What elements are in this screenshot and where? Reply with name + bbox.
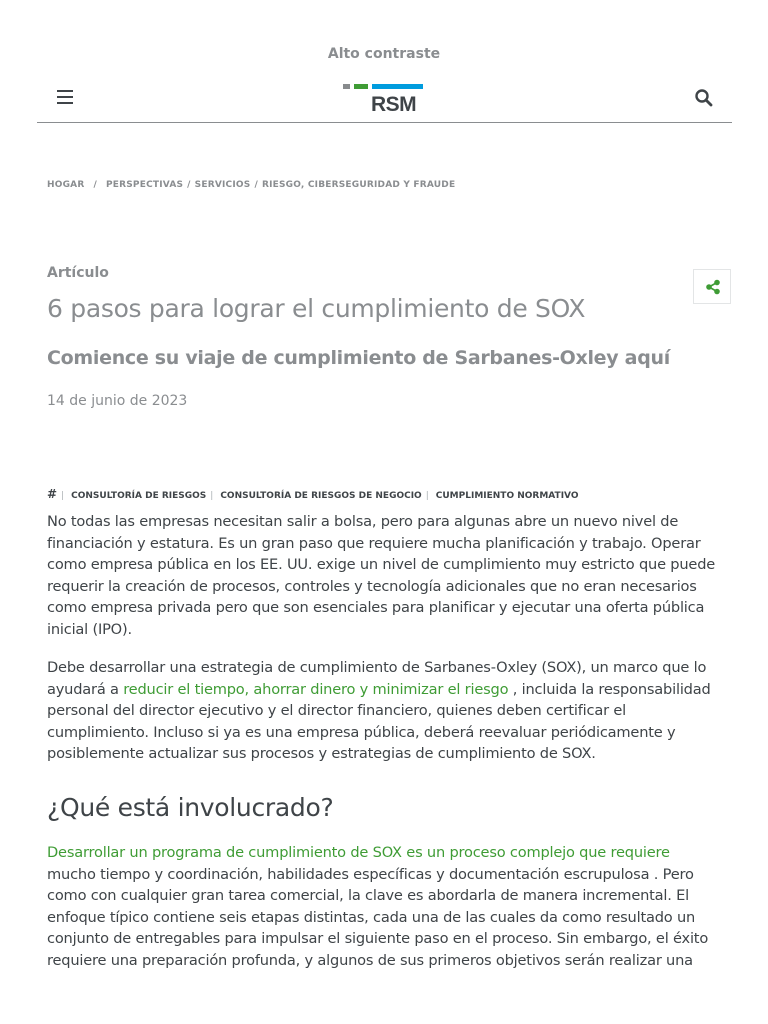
search-icon[interactable] [694,88,714,108]
logo-bar-green [354,84,368,89]
breadcrumb-home[interactable]: HOGAR [47,180,85,190]
p2-text-after: , incluida la responsabilidad personal del director ejecutivo y el director financiero, quienes deben certificar el cumplimiento. Incluso si ya es una empresa pública, deberá reevaluar periódicamente y posiblemente actualizar sus procesos y estrategias de cumplimiento de SOX. [47,680,711,762]
body-paragraph-1: No todas las empresas necesitan salir a bolsa, pero para algunas abre un nuevo nivel de financiación y estatura. Es un gran paso que requiere mucha planificación y trabajo. Operar como empresa pública en los EE. UU. exige un nivel de cumplimiento muy estricto que puede requerir la creación de procesos, controles y tecnología adicionales que no eran necesarios como empresa privada pero que son esenciales para planificar y ejecutar una oferta pública inicial (IPO). [47,513,716,638]
section-heading: ¿Qué está involucrado? [47,793,334,822]
p3-text-after: mucho tiempo y coordinación, habilidades específicas y documentación escrupulosa . Pero como con cualquier gran tarea comercial, la clave es abordarla de manera incremental. El enfoque típico contiene seis etapas distintas, cada una de las cuales da como resultado un conjunto de entregables para impulsar el siguiente paso en el proceso. Sin embargo, el éxito requiere una preparación profunda, y algunos de sus primeros objetivos serán realizar una [47,865,709,969]
logo-bar-gray [343,84,350,89]
high-contrast-toggle[interactable]: Alto contraste [327,46,441,62]
logo-bar-blue [372,84,423,89]
breadcrumb: HOGAR / PERSPECTIVAS / SERVICIOS / RIESGO, CIBERSEGURIDAD Y FRAUDE [47,180,456,190]
page-title: 6 pasos para lograr el cumplimiento de SOX [47,294,586,323]
tag-consultoria-riesgos-negocio[interactable]: CONSULTORÍA DE RIESGOS DE NEGOCIO [220,491,422,501]
p3-inline-link[interactable]: Desarrollar un programa de cumplimiento de SOX es un proceso complejo que requiere [47,844,670,861]
body-paragraph-3 [47,842,719,971]
rsm-logo[interactable] [343,84,423,118]
tag-list: # | CONSULTORÍA DE RIESGOS | CONSULTORÍA DE RIESGOS DE NEGOCIO | CUMPLIMIENTO NORMATIVO [47,487,579,501]
content-type-label: Artículo [47,265,109,281]
body-paragraph-2 [47,657,719,765]
site-header [37,78,732,123]
logo-text: RSM [371,93,417,116]
breadcrumb-item-riesgo[interactable]: RIESGO, CIBERSEGURIDAD Y FRAUDE [261,180,456,190]
page-subtitle: Comience su viaje de cumplimiento de Sarbanes-Oxley aquí [47,347,670,369]
publish-date: 14 de junio de 2023 [47,393,188,409]
breadcrumb-item-servicios[interactable]: SERVICIOS [194,180,251,190]
p2-text-before: Debe desarrollar una estrategia de cumplimiento de Sarbanes-Oxley (SOX), un marco que lo ayudará a [47,659,707,698]
p2-inline-link[interactable]: reducir el tiempo, ahorrar dinero y minimizar el riesgo [123,680,509,698]
breadcrumb-item-perspectivas[interactable]: PERSPECTIVAS [105,180,184,190]
menu-icon[interactable] [57,90,73,104]
share-button[interactable] [693,269,731,304]
tag-cumplimiento-normativo[interactable]: CUMPLIMIENTO NORMATIVO [435,491,579,501]
tag-consultoria-riesgos[interactable]: CONSULTORÍA DE RIESGOS [71,491,207,501]
hash-icon: # [47,487,58,501]
share-icon [705,279,721,295]
